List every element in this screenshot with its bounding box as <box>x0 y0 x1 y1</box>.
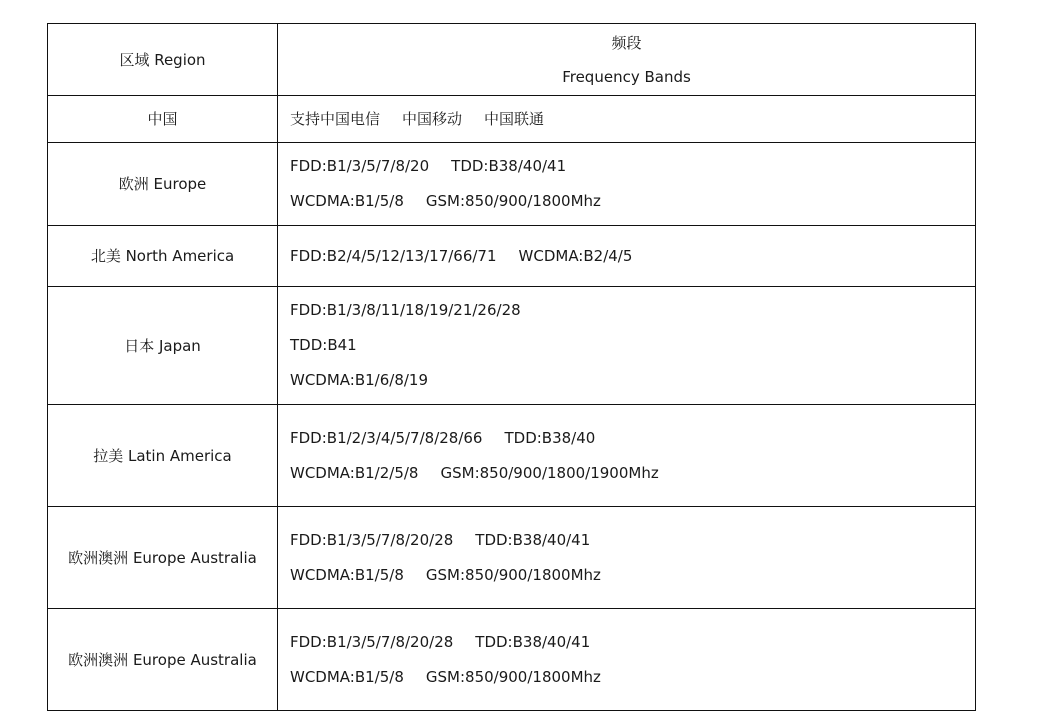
region-cell: 北美 North America <box>48 226 278 287</box>
band-line <box>290 328 975 363</box>
region-cell: 欧洲 Europe <box>48 143 278 226</box>
table-row <box>48 226 976 287</box>
band-line <box>290 523 975 558</box>
band-segment: GSM:850/900/1800/1900Mhz <box>440 463 659 482</box>
bands-header-en: Frequency Bands <box>562 67 691 86</box>
bands-cell <box>278 287 976 405</box>
region-header: 区域 Region <box>48 24 278 96</box>
header-row <box>48 24 976 96</box>
band-segment: WCDMA:B1/5/8 <box>290 192 404 210</box>
band-segment: FDD:B1/3/5/7/8/20/28 <box>290 632 454 651</box>
band-line <box>290 660 975 695</box>
band-segment: GSM:850/900/1800Mhz <box>425 667 601 686</box>
band-segment: 中国移动 <box>402 109 463 128</box>
band-segment: FDD:B1/3/5/7/8/20 <box>290 157 430 175</box>
bands-cell <box>278 226 976 287</box>
table-row <box>48 143 976 226</box>
region-cell: 欧洲澳洲 Europe Australia <box>48 609 278 711</box>
band-segment: WCDMA:B1/5/8 <box>290 667 404 686</box>
band-line <box>290 558 975 593</box>
band-segment: WCDMA:B1/6/8/19 <box>290 371 429 389</box>
region-cell: 拉美 Latin America <box>48 405 278 507</box>
frequency-band-table <box>47 23 976 711</box>
band-line <box>290 184 975 219</box>
band-segment: 中国联通 <box>484 109 545 128</box>
band-segment: FDD:B1/3/5/7/8/20/28 <box>290 530 454 549</box>
region-cell: 日本 Japan <box>48 287 278 405</box>
band-segment: GSM:850/900/1800Mhz <box>425 565 601 584</box>
table-row <box>48 287 976 405</box>
band-line <box>290 421 975 456</box>
band-segment: TDD:B41 <box>290 336 357 354</box>
bands-cell <box>278 143 976 226</box>
band-line <box>290 363 975 398</box>
bands-header <box>278 24 976 96</box>
band-line <box>290 456 975 491</box>
table-row <box>48 96 976 143</box>
bands-cell <box>278 96 976 143</box>
band-line <box>290 625 975 660</box>
band-segment: FDD:B1/2/3/4/5/7/8/28/66 <box>290 428 483 447</box>
table-row <box>48 507 976 609</box>
band-segment: TDD:B38/40/41 <box>475 530 591 549</box>
band-segment: WCDMA:B2/4/5 <box>518 246 633 265</box>
band-line <box>290 239 975 274</box>
table-body <box>48 24 976 711</box>
band-segment: 支持中国电信 <box>290 109 381 128</box>
band-segment: WCDMA:B1/2/5/8 <box>290 463 419 482</box>
band-segment: TDD:B38/40/41 <box>451 157 567 175</box>
bands-cell <box>278 405 976 507</box>
band-line <box>290 149 975 184</box>
region-cell: 欧洲澳洲 Europe Australia <box>48 507 278 609</box>
band-segment: FDD:B1/3/8/11/18/19/21/26/28 <box>290 301 521 319</box>
table-row <box>48 405 976 507</box>
band-line <box>290 102 975 137</box>
bands-cell <box>278 507 976 609</box>
band-segment: GSM:850/900/1800Mhz <box>425 192 601 210</box>
table-row <box>48 609 976 711</box>
band-line <box>290 293 975 328</box>
bands-header-cn: 频段 <box>611 33 642 52</box>
bands-cell <box>278 609 976 711</box>
band-segment: TDD:B38/40 <box>504 428 596 447</box>
band-segment: WCDMA:B1/5/8 <box>290 565 404 584</box>
band-segment: FDD:B2/4/5/12/13/17/66/71 <box>290 246 497 265</box>
band-segment: TDD:B38/40/41 <box>475 632 591 651</box>
region-cell: 中国 <box>48 96 278 143</box>
